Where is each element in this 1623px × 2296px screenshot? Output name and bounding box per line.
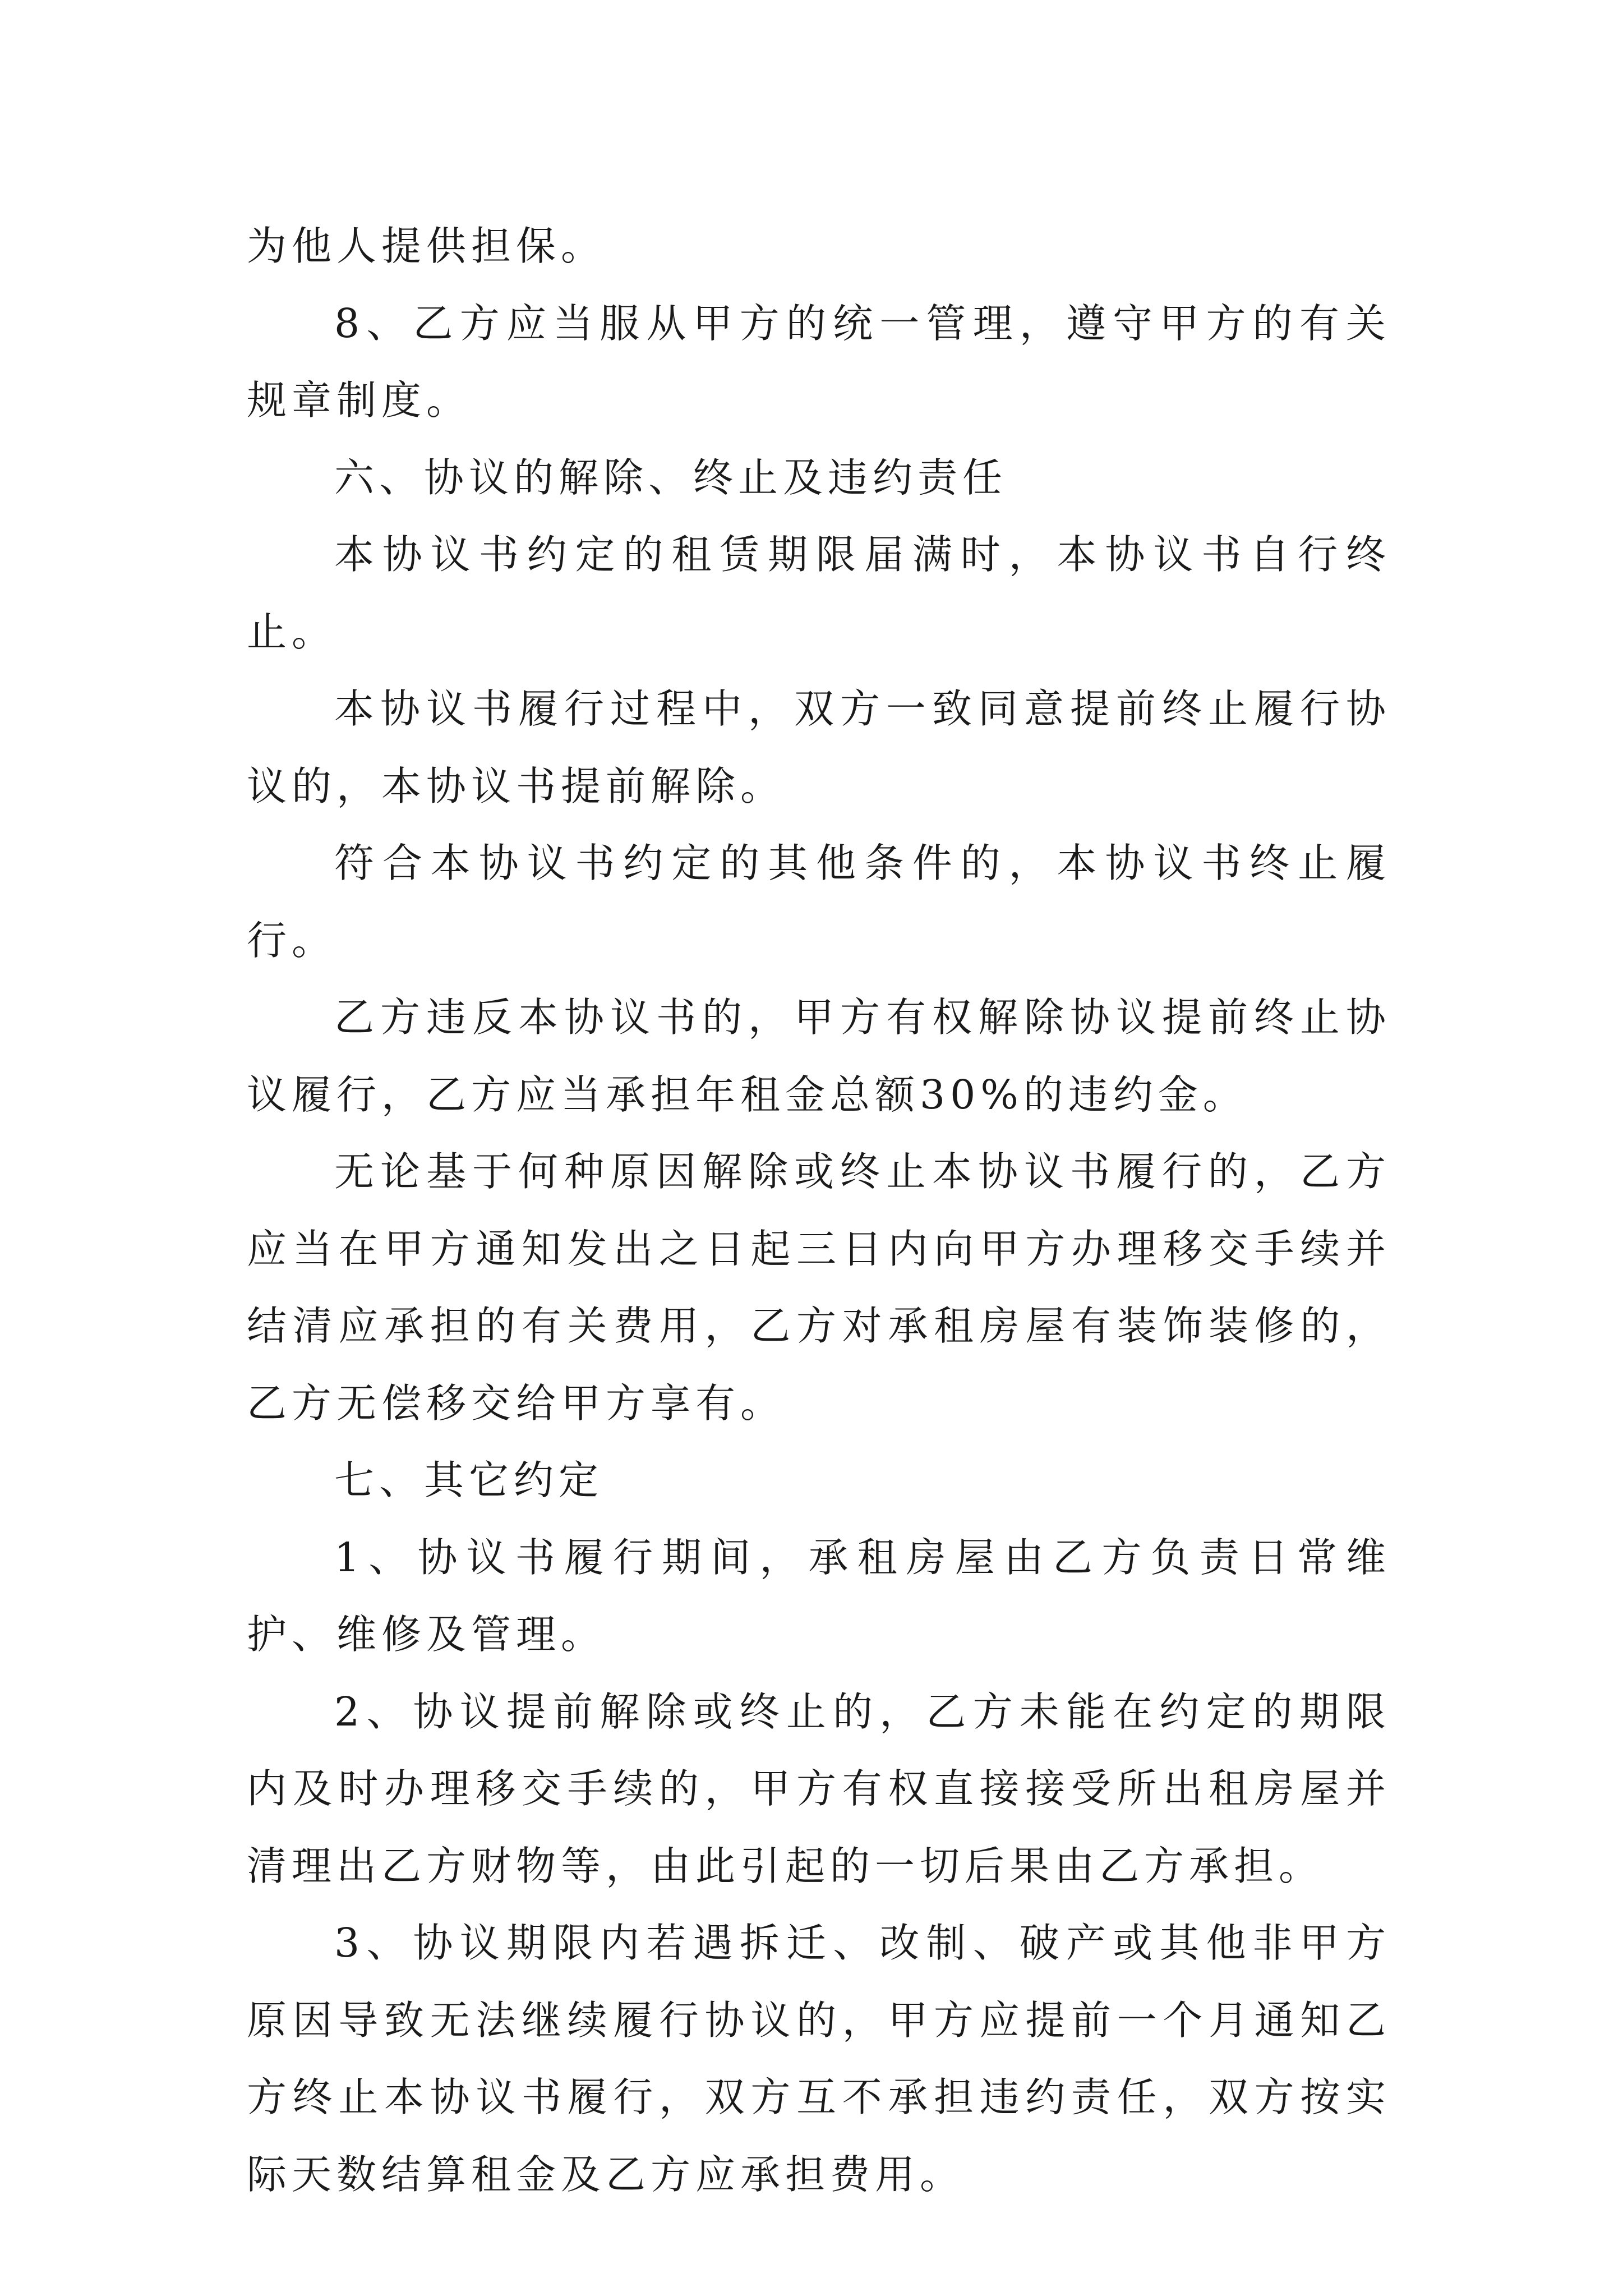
document-body	[247, 208, 1391, 2213]
paragraph-breach-penalty: 乙方违反本协议书的，甲方有权解除协议提前终止协议履行，乙方应当承担年租金总额30%的违约金。	[247, 994, 1391, 1118]
paragraph-term-expiry: 本协议书约定的租赁期限届满时，本协议书自行终止。	[247, 531, 1391, 655]
paragraph-handover: 无论基于何种原因解除或终止本协议书履行的，乙方应当在甲方通知发出之日起三日内向甲方办理移交手续并结清应承担的有关费用，乙方对承租房屋有装饰装修的，乙方无偿移交给甲方享有。	[247, 1148, 1391, 1427]
section-heading-other: 七、其它约定	[334, 1457, 604, 1503]
paragraph-continuation: 为他人提供担保。	[247, 223, 606, 269]
paragraph-mutual-termination: 本协议书履行过程中，双方一致同意提前终止履行协议的，本协议书提前解除。	[247, 685, 1391, 809]
paragraph-other-conditions: 符合本协议书约定的其他条件的，本协议书终止履行。	[247, 840, 1391, 964]
paragraph-other-2: 2、协议提前解除或终止的，乙方未能在约定的期限内及时办理移交手续的，甲方有权直接接受所出租房屋并清理出乙方财物等，由此引起的一切后果由乙方承担。	[247, 1688, 1391, 1889]
paragraph-other-1: 1、协议书履行期间，承租房屋由乙方负责日常维护、维修及管理。	[247, 1534, 1391, 1658]
section-heading-termination: 六、协议的解除、终止及违约责任	[334, 454, 1008, 501]
paragraph-other-3: 3、协议期限内若遇拆迁、改制、破产或其他非甲方原因导致无法继续履行协议的，甲方应提前一个月通知乙方终止本协议书履行，双方互不承担违约责任，双方按实际天数结算租金及乙方应承担费用。	[247, 1920, 1391, 2198]
paragraph-clause-8: 8、乙方应当服从甲方的统一管理，遵守甲方的有关规章制度。	[247, 300, 1391, 424]
